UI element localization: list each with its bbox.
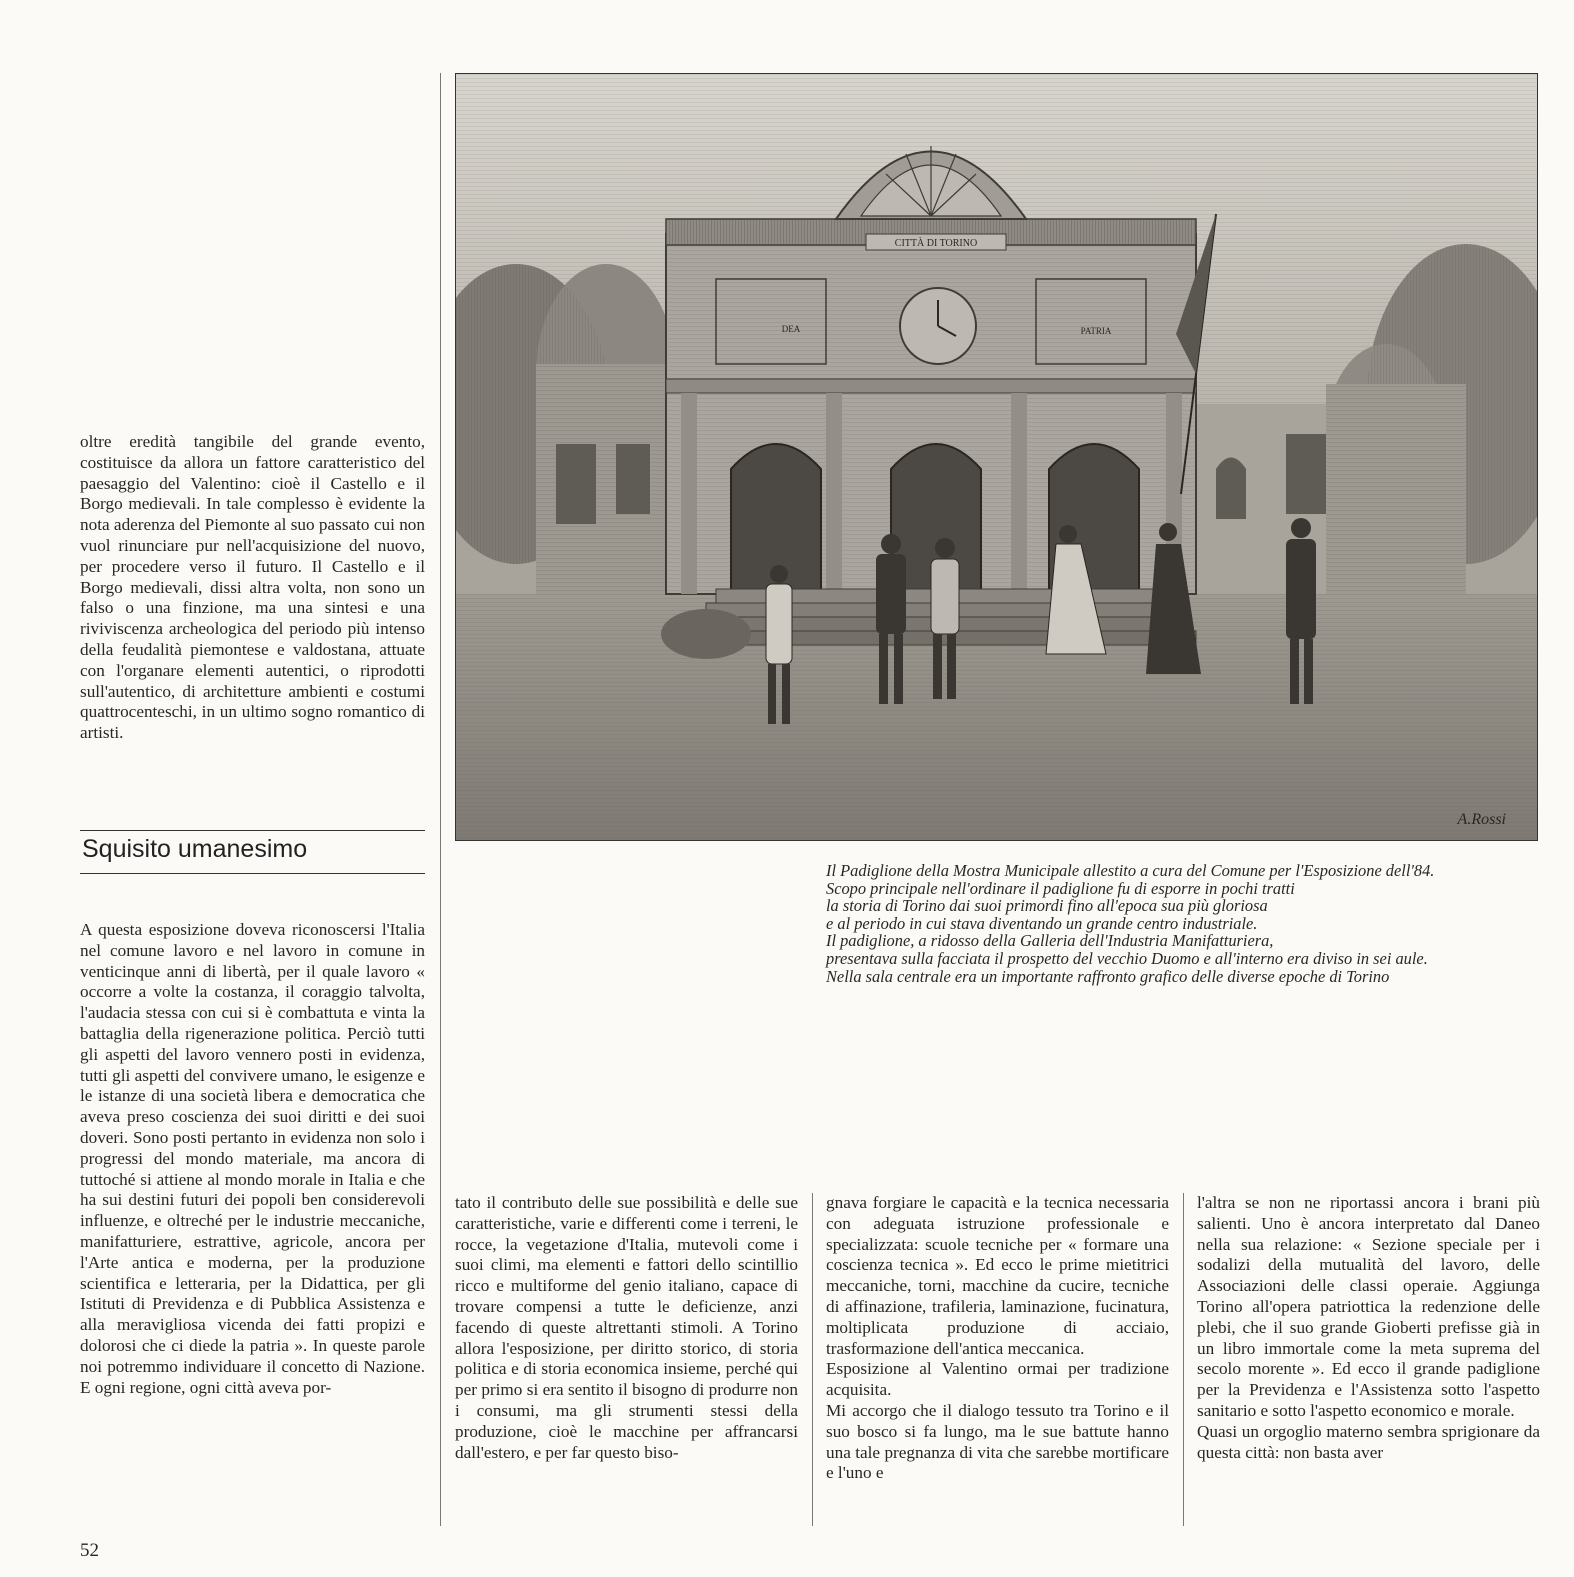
intro-text bbox=[80, 432, 425, 744]
artist-signature: A.Rossi bbox=[1457, 811, 1506, 828]
text-column-1 bbox=[80, 920, 425, 1398]
pavilion-engraving bbox=[455, 73, 1538, 841]
paragraph: Quasi un orgoglio materno sembra sprigionare da questa città: non basta aver bbox=[1197, 1421, 1540, 1462]
paragraph: Esposizione al Valentino ormai per tradizione acquisita. bbox=[826, 1359, 1169, 1400]
pavilion-illustration bbox=[456, 74, 1537, 840]
caption-line: Il Padiglione della Mostra Municipale allestito a cura del Comune per l'Esposizione dell'84. bbox=[826, 861, 1435, 880]
paragraph: A questa esposizione doveva riconoscersi l'Italia nel comune lavoro e nel lavoro in comune in venticinque anni di libertà, per il quale lavoro « occorre a volte la costanza, il coraggio talvolta, l'audacia stessa con cui si è combattuta e vinta la battaglia della rigenerazione politica. Perciò tutti gli aspetti del lavoro vennero posti in evidenza, tutti gli aspetti del convivere umano, le esigenze e le istanze di una società libera e democratica che aveva preso coscienza dei suoi diritti e dei suoi doveri. Sono posti pertanto in evidenza non solo i progressi del mondo materiale, ma ancora di tuttoché si attiene al mondo morale in Italia e che ha sui destini futuri dei popoli ben considerevoli influenze, e oltreché per le industrie meccaniche, manifatturiere, estrattive, agricole, ancora per l'Arte antica e moderna, per la produzione scientifica e letteraria, per la Didattica, per gli Istituti di Previdenza e di Pubblica Assistenza e alla meravigliosa vicenda dei fatti propizi e dolorosi che ci diede la patria ». In queste parole noi potremmo individuare il concetto di Nazione. E ogni regione, ogni città aveva por- bbox=[80, 920, 425, 1397]
caption-line: Scopo principale nell'ordinare il padiglione fu di esporre in pochi tratti bbox=[826, 878, 1295, 898]
pediment-inscription: CITTÀ DI TORINO bbox=[894, 238, 978, 249]
section-title: Squisito umanesimo bbox=[82, 835, 308, 863]
page-number: 52 bbox=[80, 1540, 99, 1561]
illustration-caption bbox=[826, 862, 1538, 985]
column-divider bbox=[812, 1193, 813, 1526]
caption-line: Nella sala centrale era un importante raffronto grafico delle diverse epoche di Torino bbox=[826, 966, 1390, 986]
heading-rule-bottom bbox=[80, 873, 425, 874]
paragraph: Mi accorgo che il dialogo tessuto tra Torino e il suo bosco si fa lungo, ma le sue battute hanno una tale pregnanza di vita che sarebbe mortificare e l'uno e bbox=[826, 1400, 1169, 1483]
panel-left-text: DEA bbox=[781, 324, 801, 334]
column-divider bbox=[1183, 1193, 1184, 1526]
paragraph: oltre eredità tangibile del grande evento, costituisce da allora un fattore caratteristico del paesaggio del Valentino: cioè il Castello e il Borgo medievali. In tale complesso è evidente la nota aderenza del Piemonte al suo passato cui non vuol rinunciare pur nell'acquisizione del nuovo, per procedere verso il futuro. Il Castello e il Borgo medievali, dissi altra volta, non sono un falso o una finzione, ma una sintesi e una riviviscenza archeologica del periodo più intenso della feudalità piemontese e valdostana, attuate con l'organare elementi autentici, o riprodotti sull'autentico, di architetture ambienti e costumi quattrocenteschi, in un ultimo sogno romantico di artisti. bbox=[80, 432, 425, 743]
paragraph: tato il contributo delle sue possibilità e delle sue caratteristiche, varie e differenti come i terreni, le rocce, la vegetazione d'Italia, mutevoli come i suoi climi, ma elementi e fattori dello scintillio ricco e multiforme del genio italiano, capace di trovare compensi a tutte le deficienze, anzi facendo di queste altrettanti stimoli. A Torino allora l'esposizione, per diritto storico, di storia politica e di storia economica insieme, perché qui per primo si era sentito il bisogno di produrre non i consumi, ma gli strumenti stessi della produzione, cioè le macchine per affrancarsi dall'estero, e per far questo biso- bbox=[455, 1193, 798, 1462]
caption-line: Il padiglione, a ridosso della Galleria dell'Industria Manifatturiera, bbox=[826, 931, 1274, 951]
text-column-3 bbox=[826, 1193, 1169, 1484]
caption-line: presentava sulla facciata il prospetto del vecchio Duomo e all'interno era diviso in sei aule. bbox=[826, 948, 1428, 968]
panel-right-text: PATRIA bbox=[1080, 326, 1112, 336]
caption-line: la storia di Torino dai suoi primordi fino all'epoca sua più gloriosa bbox=[826, 896, 1268, 916]
caption-line: e al periodo in cui stava diventando un grande centro industriale. bbox=[826, 913, 1258, 933]
text-column-4 bbox=[1197, 1193, 1540, 1463]
paragraph: l'altra se non ne riportassi ancora i brani più salienti. Uno è ancora interpretato dal Daneo nella sua relazione: « Sezione speciale per i sodalizi della mutualità del lavoro, delle Associazioni delle classi operaie. Aggiunga Torino all'opera patriottica la redenzione delle plebi, che il suo grande Gioberti prefisse già in un libro immortale come la meta suprema del secolo morente ». Ed ecco il grande padiglione per la Previdenza e l'Assistenza sotto l'aspetto sanitario e sotto l'aspetto economico e morale. bbox=[1197, 1193, 1540, 1420]
paragraph: gnava forgiare le capacità e la tecnica necessaria con adeguata istruzione professionale e specializzata: scuole tecniche per « formare una coscienza tecnica ». Ed ecco le prime mietitrici meccaniche, torni, macchine da cucire, tecniche di affinazione, trafileria, laminazione, fucinatura, moltiplicata produzione di acciaio, trasformazione dell'antica meccanica. bbox=[826, 1193, 1169, 1358]
text-column-2 bbox=[455, 1193, 798, 1463]
section-heading bbox=[80, 830, 425, 874]
column-divider bbox=[440, 73, 441, 1526]
